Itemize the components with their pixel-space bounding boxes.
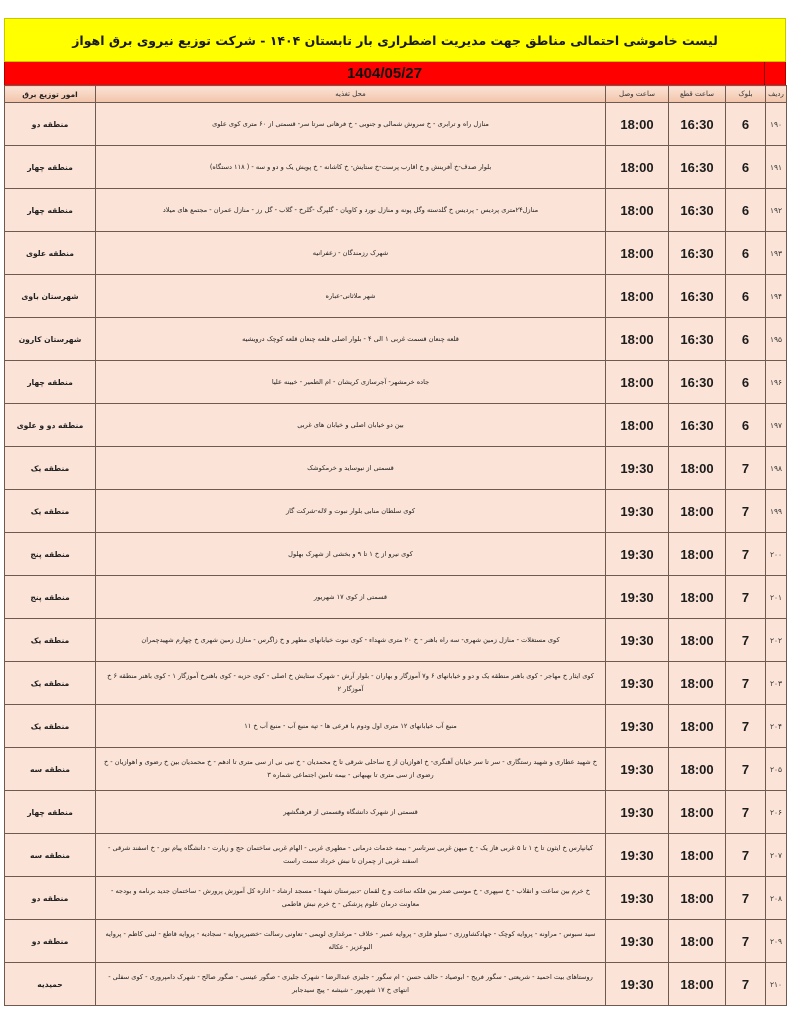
table-row xyxy=(5,619,787,662)
table-row xyxy=(5,318,787,361)
row-number-cell: ۱۹۸ xyxy=(766,447,787,490)
cut-time-cell: 18:00 xyxy=(669,748,726,791)
cut-time-cell: 18:00 xyxy=(669,963,726,1006)
row-number-cell: ۲۰۹ xyxy=(766,920,787,963)
location-cell: شهرک رزمندگان - زعفرانیه xyxy=(96,232,606,275)
connect-time-cell: 19:30 xyxy=(606,533,669,576)
distribution-area-cell: منطقه یک xyxy=(5,662,96,705)
cut-time-cell: 16:30 xyxy=(669,103,726,146)
cut-time-cell: 16:30 xyxy=(669,275,726,318)
connect-time-cell: 19:30 xyxy=(606,447,669,490)
connect-time-cell: 18:00 xyxy=(606,103,669,146)
row-number-cell: ۲۰۱ xyxy=(766,576,787,619)
block-cell: 7 xyxy=(726,662,766,705)
distribution-area-cell: منطقه یک xyxy=(5,447,96,490)
outage-schedule-sheet xyxy=(4,18,786,1006)
row-number-cell: ۲۰۲ xyxy=(766,619,787,662)
distribution-area-cell: منطقه یک xyxy=(5,705,96,748)
block-cell: 6 xyxy=(726,404,766,447)
distribution-area-cell: منطقه دو xyxy=(5,103,96,146)
block-cell: 6 xyxy=(726,318,766,361)
location-cell: خ خرم بین ساعت و انقلاب - خ سپهری - خ موسی صدر بین فلکه ساعت و خ لقمان -دبیرستان شهدا - مسجد ارشاد - اداره کل آموزش پرورش - ساختمان جدید برنامه و بودجه - معاونت درمان علوم پزشکی - خ خرم نبش فاطمی xyxy=(96,877,606,920)
row-number-cell: ۲۰۳ xyxy=(766,662,787,705)
row-number-cell: ۱۹۷ xyxy=(766,404,787,447)
block-cell: 6 xyxy=(726,232,766,275)
table-row xyxy=(5,490,787,533)
location-cell: سید سبوس - مراونه - پروایه کوچک - جهادکشاورزی - سیلو فلزی - پروایه عمیر - خلاف - مرغداری لویمی - تعاونی رسالت -خضیرپروایه - سجادیه - پروایه قاطع - لبنی کاظم - پروایه البوعزیز - عکاله xyxy=(96,920,606,963)
distribution-area-cell: شهرستان کارون xyxy=(5,318,96,361)
table-row xyxy=(5,705,787,748)
distribution-area-cell: منطقه چهار xyxy=(5,791,96,834)
location-cell: بلوار صدف-خ آفرینش و خ اقارب پرست-خ ستایش- خ کاشانه - خ پویش یک و دو و سه - ( ۱۱۸ دستگاه) xyxy=(96,146,606,189)
block-cell: 6 xyxy=(726,146,766,189)
distribution-area-cell: منطقه دو xyxy=(5,920,96,963)
distribution-area-cell: منطقه پنج xyxy=(5,576,96,619)
page-title: لیست خاموشی احتمالی مناطق جهت مدیریت اضطراری بار تابستان ۱۴۰۴ - شرکت توزیع نیروی برق اهواز xyxy=(4,18,786,62)
block-cell: 7 xyxy=(726,877,766,920)
row-number-cell: ۲۰۷ xyxy=(766,834,787,877)
connect-time-cell: 18:00 xyxy=(606,318,669,361)
distribution-area-cell: منطقه چهار xyxy=(5,361,96,404)
distribution-area-cell: منطقه یک xyxy=(5,490,96,533)
cut-time-cell: 16:30 xyxy=(669,232,726,275)
row-number-cell: ۱۹۱ xyxy=(766,146,787,189)
block-cell: 6 xyxy=(726,103,766,146)
row-number-cell: ۲۰۶ xyxy=(766,791,787,834)
location-cell: شهر ملاثانی-عباره xyxy=(96,275,606,318)
row-number-cell: ۲۰۴ xyxy=(766,705,787,748)
table-row xyxy=(5,920,787,963)
table-row xyxy=(5,963,787,1006)
table-row xyxy=(5,447,787,490)
schedule-date: 1404/05/27 xyxy=(346,65,423,82)
column-header-cut-time: ساعت قطع xyxy=(669,86,726,103)
connect-time-cell: 18:00 xyxy=(606,189,669,232)
block-cell: 7 xyxy=(726,576,766,619)
block-cell: 7 xyxy=(726,963,766,1006)
block-cell: 6 xyxy=(726,275,766,318)
table-row xyxy=(5,232,787,275)
connect-time-cell: 18:00 xyxy=(606,146,669,189)
connect-time-cell: 18:00 xyxy=(606,361,669,404)
block-cell: 7 xyxy=(726,920,766,963)
location-cell: روستاهای بیت احمید - شریعتی - سگور فریح - ابوصیاد - حالف حسن - ام سگور - جلیزی عبدالرضا - شهرک جلیزی - صگور عیسی - صگور صالح - شهرک دامپروری - کوی سفلی - انتهای خ ۱۷ شهریور - شیشه - پیچ سیدجابر xyxy=(96,963,606,1006)
cut-time-cell: 18:00 xyxy=(669,877,726,920)
cut-time-cell: 18:00 xyxy=(669,619,726,662)
cut-time-cell: 18:00 xyxy=(669,447,726,490)
table-row xyxy=(5,404,787,447)
location-cell: کوی مستغلات - منازل زمین شهری- سه راه باهنر - خ ۲۰ متری شهداء - کوی نبوت خیابانهای مطهر و خ زاگرس - منازل زمین شهری خ چهارم شهیدچمران xyxy=(96,619,606,662)
row-number-cell: ۱۹۲ xyxy=(766,189,787,232)
connect-time-cell: 18:00 xyxy=(606,404,669,447)
cut-time-cell: 18:00 xyxy=(669,791,726,834)
distribution-area-cell: منطقه دو xyxy=(5,877,96,920)
block-cell: 7 xyxy=(726,447,766,490)
cut-time-cell: 16:30 xyxy=(669,318,726,361)
location-cell: بین دو خیابان اصلی و خیابان های غربی xyxy=(96,404,606,447)
location-cell: قسمتی از شهرک دانشگاه وقسمتی از فرهنگشهر xyxy=(96,791,606,834)
date-banner-corner-cell xyxy=(764,62,785,85)
connect-time-cell: 19:30 xyxy=(606,619,669,662)
location-cell: منبع آب خیابانهای ۱۲ متری اول ودوم با فرعی ها - تپه منبع آب - منبع آب خ ۱۱ xyxy=(96,705,606,748)
table-row xyxy=(5,576,787,619)
distribution-area-cell: منطقه پنج xyxy=(5,533,96,576)
cut-time-cell: 18:00 xyxy=(669,533,726,576)
cut-time-cell: 18:00 xyxy=(669,920,726,963)
location-cell: کوی نیرو از خ ۱ تا ۹ و بخشی از شهرک بهلول xyxy=(96,533,606,576)
block-cell: 7 xyxy=(726,748,766,791)
block-cell: 6 xyxy=(726,361,766,404)
table-row xyxy=(5,103,787,146)
connect-time-cell: 19:30 xyxy=(606,705,669,748)
row-number-cell: ۱۹۰ xyxy=(766,103,787,146)
row-number-cell: ۱۹۶ xyxy=(766,361,787,404)
location-cell: منازل۲۴متری پردیس - پردیس خ گلدسته وگل پونه و منازل نورد و کاویان - گلپرگ -گلرخ - گلاب - گل رز - منازل عمران - مجتمع های میلاد xyxy=(96,189,606,232)
location-cell: قسمتی از نیوساید و خرمکوشک xyxy=(96,447,606,490)
cut-time-cell: 18:00 xyxy=(669,662,726,705)
row-number-cell: ۱۹۳ xyxy=(766,232,787,275)
distribution-area-cell: حمیدیه xyxy=(5,963,96,1006)
connect-time-cell: 18:00 xyxy=(606,275,669,318)
connect-time-cell: 19:30 xyxy=(606,963,669,1006)
table-row xyxy=(5,361,787,404)
table-row xyxy=(5,189,787,232)
location-cell: کیانپارس خ ایثون تا خ ۱ تا ۵ غربی فاز یک - خ میهن غربی سرتاسر - بیمه خدمات درمانی - مطهری غربی - الهام غربی ساختمان حج و زیارت - دانشگاه پیام نور - خ اسفند شرقی - اسفند غربی از چمران تا نبش خرداد سمت راست xyxy=(96,834,606,877)
cut-time-cell: 16:30 xyxy=(669,189,726,232)
cut-time-cell: 16:30 xyxy=(669,146,726,189)
column-header-location: محل تغذیه xyxy=(96,86,606,103)
table-row xyxy=(5,791,787,834)
table-row xyxy=(5,748,787,791)
block-cell: 7 xyxy=(726,619,766,662)
column-header-connect-time: ساعت وصل xyxy=(606,86,669,103)
row-number-cell: ۲۰۰ xyxy=(766,533,787,576)
table-row xyxy=(5,662,787,705)
row-number-cell: ۲۰۸ xyxy=(766,877,787,920)
connect-time-cell: 19:30 xyxy=(606,877,669,920)
table-row xyxy=(5,146,787,189)
row-number-cell: ۱۹۹ xyxy=(766,490,787,533)
connect-time-cell: 18:00 xyxy=(606,232,669,275)
cut-time-cell: 18:00 xyxy=(669,576,726,619)
location-cell: قلعه چنعان قسمت غربی ۱ الی ۴ - بلوار اصلی قلعه چنعان قلعه کوچک درویشیه xyxy=(96,318,606,361)
block-cell: 7 xyxy=(726,791,766,834)
distribution-area-cell: شهرستان باوی xyxy=(5,275,96,318)
table-row xyxy=(5,275,787,318)
outage-table xyxy=(4,85,787,1006)
location-cell: خ شهید عطاری و شهید رستگاری - سر تا سر خیابان آهنگری- خ اهوازیان از چ ساحلی شرقی تا خ محمدیان - خ نبی نی از سی متری تا ادهم - خ محمدیان بین خ رضوی و اهوازیان - خ رضوی از سی متری تا بهبهانی - بیمه تامین اجتماعی شماره ۳ xyxy=(96,748,606,791)
column-header-distribution-area: امور توزیع برق xyxy=(5,86,96,103)
cut-time-cell: 16:30 xyxy=(669,404,726,447)
table-header-row xyxy=(5,86,787,103)
location-cell: قسمتی از کوی ۱۷ شهریور xyxy=(96,576,606,619)
distribution-area-cell: منطقه یک xyxy=(5,619,96,662)
column-header-block: بلوک xyxy=(726,86,766,103)
connect-time-cell: 19:30 xyxy=(606,834,669,877)
distribution-area-cell: منطقه چهار xyxy=(5,146,96,189)
row-number-cell: ۲۱۰ xyxy=(766,963,787,1006)
row-number-cell: ۱۹۴ xyxy=(766,275,787,318)
cut-time-cell: 16:30 xyxy=(669,361,726,404)
location-cell: کوی سلطان منابی بلوار نبوت و لاله-شرکت گاز xyxy=(96,490,606,533)
distribution-area-cell: منطقه سه xyxy=(5,834,96,877)
distribution-area-cell: منطقه علوی xyxy=(5,232,96,275)
row-number-cell: ۲۰۵ xyxy=(766,748,787,791)
location-cell: جاده خرمشهر- آجرسازی کریشان - ام الطمیر - خیینه علیا xyxy=(96,361,606,404)
column-header-row-number: ردیف xyxy=(766,86,787,103)
connect-time-cell: 19:30 xyxy=(606,576,669,619)
cut-time-cell: 18:00 xyxy=(669,490,726,533)
connect-time-cell: 19:30 xyxy=(606,748,669,791)
cut-time-cell: 18:00 xyxy=(669,834,726,877)
block-cell: 7 xyxy=(726,533,766,576)
distribution-area-cell: منطقه دو و علوی xyxy=(5,404,96,447)
connect-time-cell: 19:30 xyxy=(606,662,669,705)
date-banner xyxy=(4,62,786,85)
connect-time-cell: 19:30 xyxy=(606,791,669,834)
connect-time-cell: 19:30 xyxy=(606,490,669,533)
row-number-cell: ۱۹۵ xyxy=(766,318,787,361)
table-row xyxy=(5,877,787,920)
distribution-area-cell: منطقه سه xyxy=(5,748,96,791)
table-row xyxy=(5,533,787,576)
block-cell: 6 xyxy=(726,189,766,232)
location-cell: منازل راه و ترابری - خ سروش شمالی و جنوبی - خ فرهانی سرتا سر- قسمتی از ۶۰ متری کوی علوی xyxy=(96,103,606,146)
cut-time-cell: 18:00 xyxy=(669,705,726,748)
block-cell: 7 xyxy=(726,490,766,533)
block-cell: 7 xyxy=(726,705,766,748)
distribution-area-cell: منطقه چهار xyxy=(5,189,96,232)
location-cell: کوی ایثار خ مهاجر - کوی باهنر منطقه یک و دو و خیابانهای ۶ و۷ آموزگار و بهاران - بلوار آرش - شهرک ستایش خ اصلی - کوی حزبه - کوی باهنرخ آموزگار ۱ - کوی باهنر منطقه ۶ خ آموزگار ۲ xyxy=(96,662,606,705)
table-row xyxy=(5,834,787,877)
block-cell: 7 xyxy=(726,834,766,877)
connect-time-cell: 19:30 xyxy=(606,920,669,963)
